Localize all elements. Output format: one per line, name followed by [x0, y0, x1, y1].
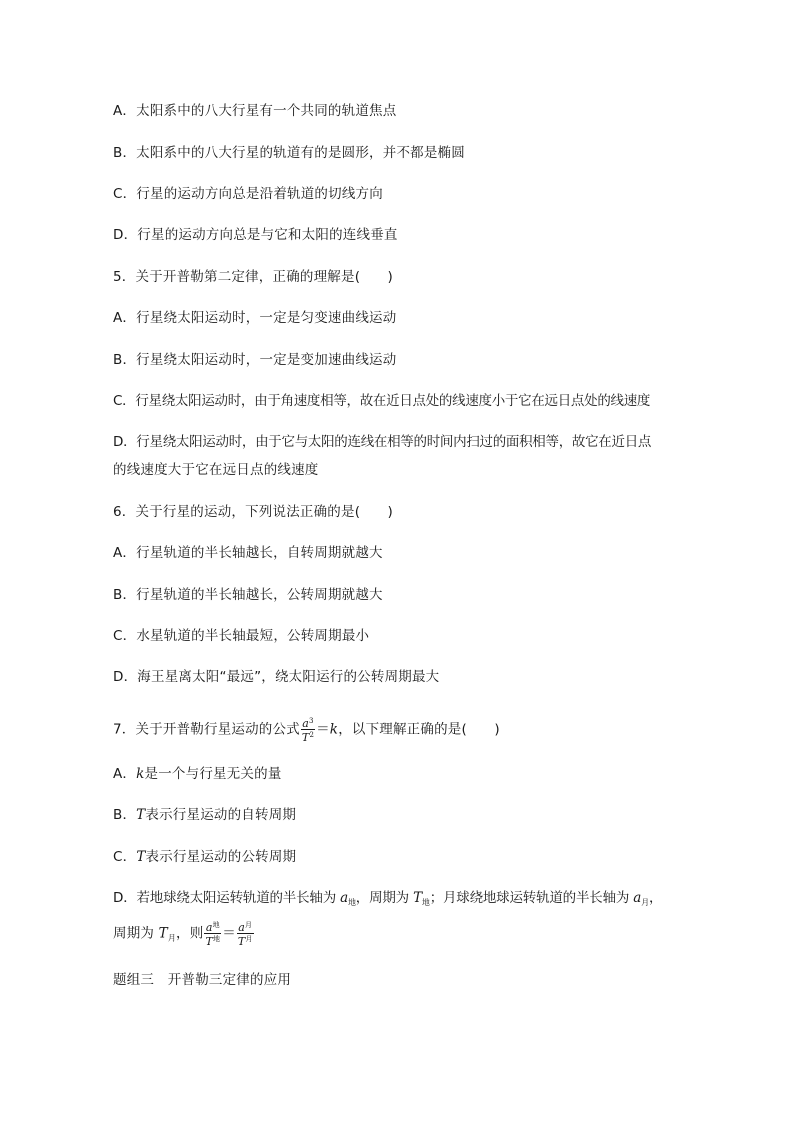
q6-option-b: B．行星轨道的半长轴越长，公转周期就越大 [113, 587, 383, 603]
q7-option-d-line1: D．若地球绕太阳运转轨道的半长轴为 $a_地$，周期为 $T_地$；月球绕地球运转轨道的半长轴为 $a_月$， [113, 890, 663, 907]
q5-option-c: C．行星绕太阳运动时，由于角速度相等，故在近日点处的线速度小于它在远日点处的线速度 [113, 393, 651, 409]
q4-option-a: A．太阳系中的八大行星有一个共同的轨道焦点 [113, 103, 397, 119]
q5-option-b: B．行星绕太阳运动时，一定是变加速曲线运动 [113, 352, 397, 368]
q6-option-d: D．海王星离太阳“最远”，绕太阳运行的公转周期最大 [113, 669, 440, 685]
section-title: 题组三 开普勒三定律的应用 [113, 972, 292, 988]
formula-moon-ratio: $\frac{a^月}{T^月}$ [237, 921, 253, 948]
q5-option-d-line2: 的线速度大于它在远日点的线速度 [113, 462, 319, 478]
q7-option-d-line2: 周期为 $T_月$，则 $\frac{a^地}{T^地}$ ＝ $\frac{a^月}{T^月}$ [113, 921, 253, 948]
q5-option-a: A．行星绕太阳运动时，一定是匀变速曲线运动 [113, 310, 397, 326]
q5-stem: 5．关于开普勒第二定律，正确的理解是( ) [113, 269, 394, 285]
q6-option-c: C．水星轨道的半长轴最短，公转周期最小 [113, 628, 370, 644]
q4-option-c: C．行星的运动方向总是沿着轨道的切线方向 [113, 186, 383, 202]
q6-option-a: A．行星轨道的半长轴越长，自转周期就越大 [113, 545, 383, 561]
q7-option-a: A．k是一个与行星无关的量 [113, 766, 282, 782]
q7-stem: 7．关于开普勒行星运动的公式 $\frac{a^3}{T^2}$ ＝k，以下理解正确的是( ) [113, 717, 500, 744]
q5-option-d-line1: D．行星绕太阳运动时，由于它与太阳的连线在相等的时间内扫过的面积相等，故它在近日点 [113, 434, 652, 450]
kepler-formula: $\frac{a^3}{T^2}$ [301, 717, 315, 744]
q4-option-b: B．太阳系中的八大行星的轨道有的是圆形，并不都是椭圆 [113, 145, 465, 161]
q7-option-c: C．T表示行星运动的公转周期 [113, 849, 297, 865]
q4-option-d: D．行星的运动方向总是与它和太阳的连线垂直 [113, 227, 398, 243]
q7-stem-pre: 7．关于开普勒行星运动的公式 [113, 721, 300, 738]
q7-option-b: B．T表示行星运动的自转周期 [113, 807, 297, 823]
formula-earth-ratio: $\frac{a^地}{T^地}$ [205, 921, 221, 948]
q6-stem: 6．关于行星的运动，下列说法正确的是( ) [113, 504, 394, 520]
q7-stem-post: ，以下理解正确的是( ) [338, 721, 500, 738]
